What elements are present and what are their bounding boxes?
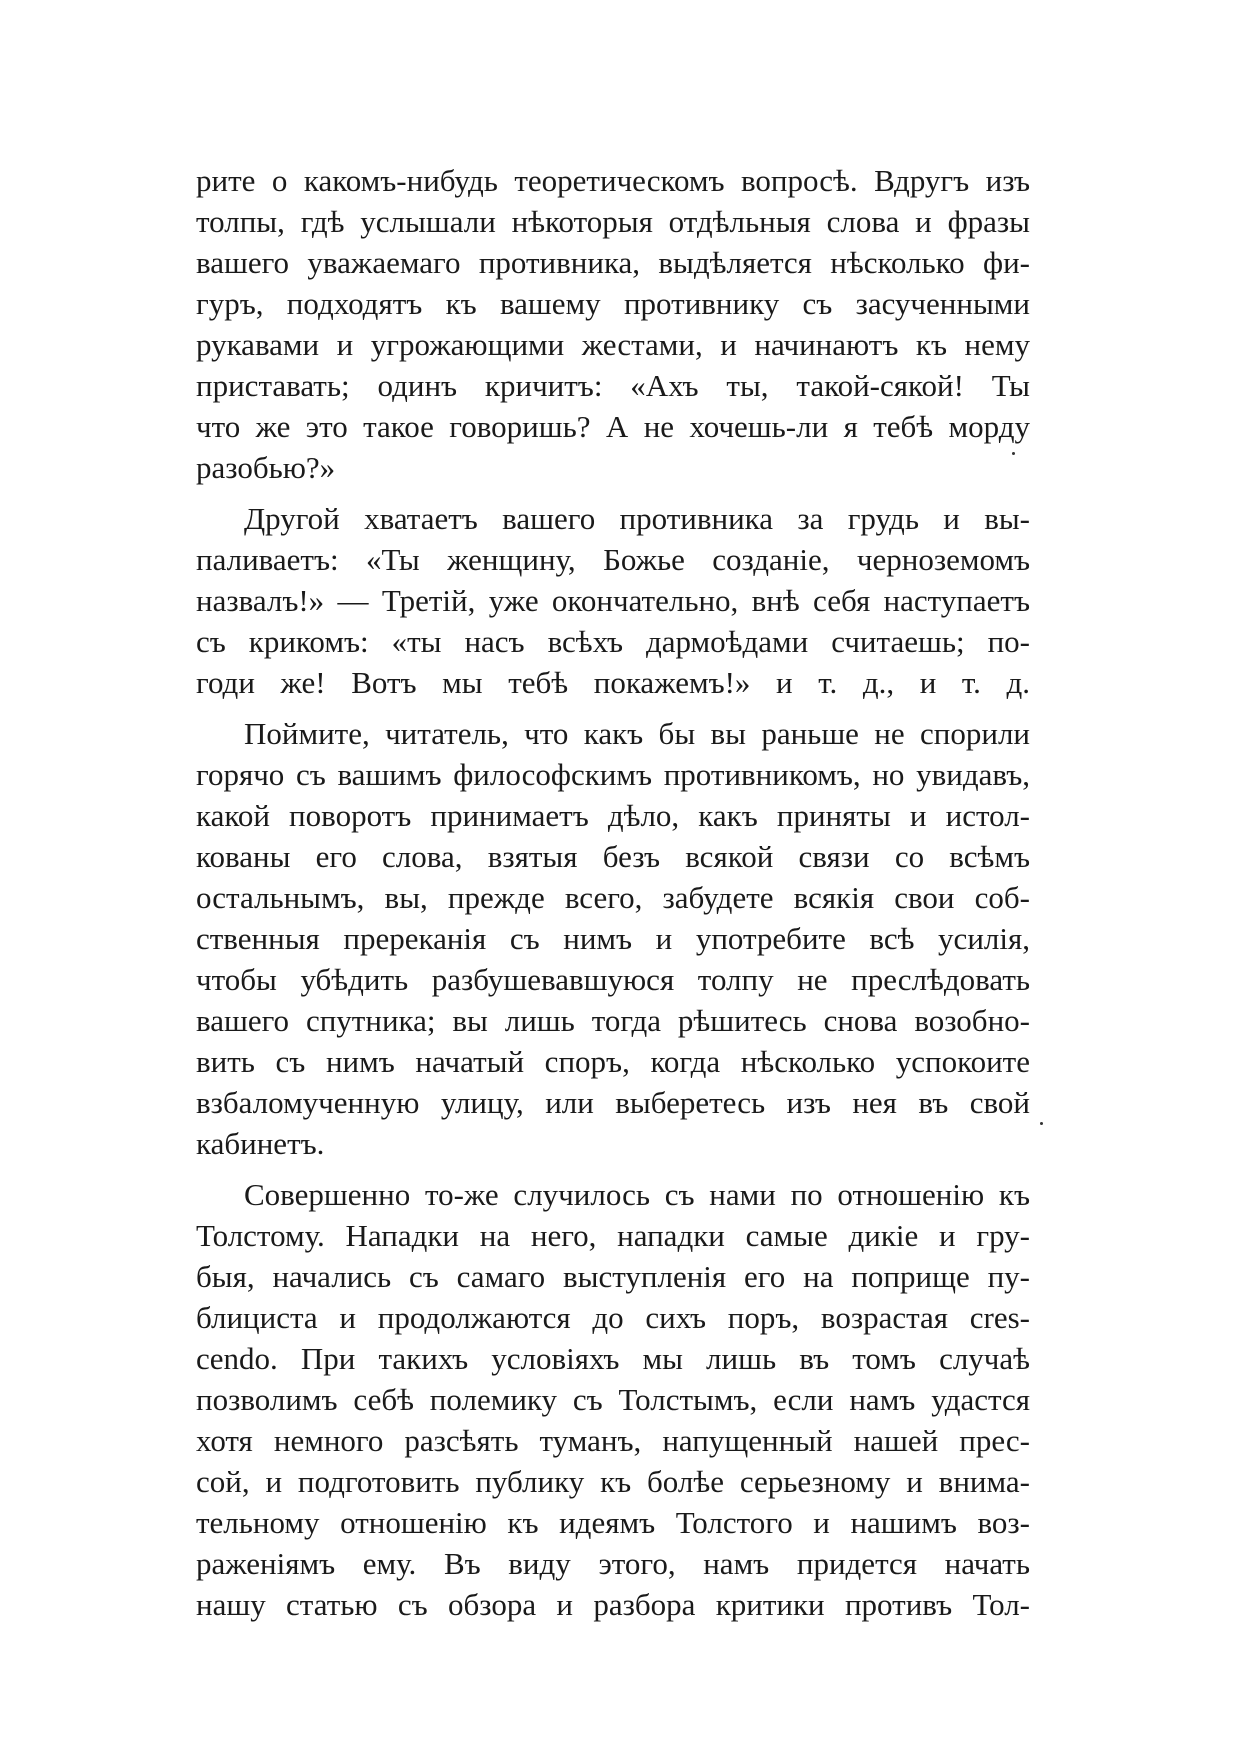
page-text <box>196 160 1030 1635</box>
text-line: Другой хватаетъ вашего противника за грудь и вы- <box>244 501 1030 536</box>
text-line: кованы его слова, взятыя безъ всякой связи со всѣмъ <box>196 839 1030 874</box>
text-line: взбаломученную улицу, или выберетесь изъ нея въ свой <box>196 1085 1030 1120</box>
text-line: Совершенно то-же случилось съ нами по отношенію къ <box>244 1177 1030 1212</box>
text-line: остальнымъ, вы, прежде всего, забудете всякія свои соб- <box>196 880 1030 915</box>
paragraph-4 <box>196 1174 1030 1625</box>
text-line: приставать; одинъ кричитъ: «Ахъ ты, такой-сякой! Ты <box>196 368 1030 403</box>
text-line: съ крикомъ: «ты насъ всѣхъ дармоѣдами считаешь; по- <box>196 624 1030 659</box>
text-line: вашего спутника; вы лишь тогда рѣшитесь снова возобно- <box>196 1003 1030 1038</box>
text-line: разобью?» <box>196 450 336 485</box>
print-speck <box>1040 1122 1043 1125</box>
text-line: Толстому. Нападки на него, нападки самые дикіе и гру- <box>196 1218 1030 1253</box>
text-line: блициста и продолжаются до сихъ поръ, возрастая cres- <box>196 1300 1030 1335</box>
text-line: тельному отношенію къ идеямъ Толстого и нашимъ воз- <box>196 1505 1030 1540</box>
text-line: чтобы убѣдить разбушевавшуюся толпу не преслѣдовать <box>196 962 1030 997</box>
print-speck <box>1012 452 1015 455</box>
text-line: быя, начались съ самаго выступленія его на поприще пу- <box>196 1259 1030 1294</box>
text-line: кабинетъ. <box>196 1126 325 1161</box>
paragraph-3 <box>196 713 1030 1164</box>
text-line: какой поворотъ принимаетъ дѣло, какъ приняты и истол- <box>196 798 1030 833</box>
text-line: cendo. При такихъ условіяхъ мы лишь въ томъ случаѣ <box>196 1341 1030 1376</box>
paragraph-1 <box>196 160 1030 488</box>
text-line: рите о какомъ-нибудь теоретическомъ вопросѣ. Вдругъ изъ <box>196 163 1030 198</box>
text-line: рукавами и угрожающими жестами, и начинаютъ къ нему <box>196 327 1030 362</box>
text-line: сой, и подготовить публику къ болѣе серьезному и внима- <box>196 1464 1030 1499</box>
text-line: толпы, гдѣ услышали нѣкоторыя отдѣльныя слова и фразы <box>196 204 1030 239</box>
text-line: вить съ нимъ начатый споръ, когда нѣсколько успокоите <box>196 1044 1030 1079</box>
text-line: позволимъ себѣ полемику съ Толстымъ, если намъ удастся <box>196 1382 1030 1417</box>
text-line: ственныя пререканія съ нимъ и употребите всѣ усилія, <box>196 921 1030 956</box>
text-line: Поймите, читатель, что какъ бы вы раньше не спорили <box>244 716 1030 751</box>
text-line: нашу статью съ обзора и разбора критики противъ Тол- <box>196 1587 1030 1622</box>
text-line: гуръ, подходятъ къ вашему противнику съ засученными <box>196 286 1030 321</box>
text-line: вашего уважаемаго противника, выдѣляется нѣсколько фи- <box>196 245 1030 280</box>
text-line: годи же! Вотъ мы тебѣ покажемъ!» и т. д., и т. д. <box>196 665 1030 700</box>
text-line: что же это такое говоришь? А не хочешь-ли я тебѣ морду <box>196 409 1030 444</box>
text-line: назвалъ!» — Третій, уже окончательно, внѣ себя наступаетъ <box>196 583 1030 618</box>
text-line: горячо съ вашимъ философскимъ противникомъ, но увидавъ, <box>196 757 1030 792</box>
text-line: хотя немного разсѣять туманъ, напущенный нашей прес- <box>196 1423 1030 1458</box>
paragraph-2 <box>196 498 1030 703</box>
text-line: паливаетъ: «Ты женщину, Божье созданіе, черноземомъ <box>196 542 1030 577</box>
text-line: раженіямъ ему. Въ виду этого, намъ придется начать <box>196 1546 1030 1581</box>
